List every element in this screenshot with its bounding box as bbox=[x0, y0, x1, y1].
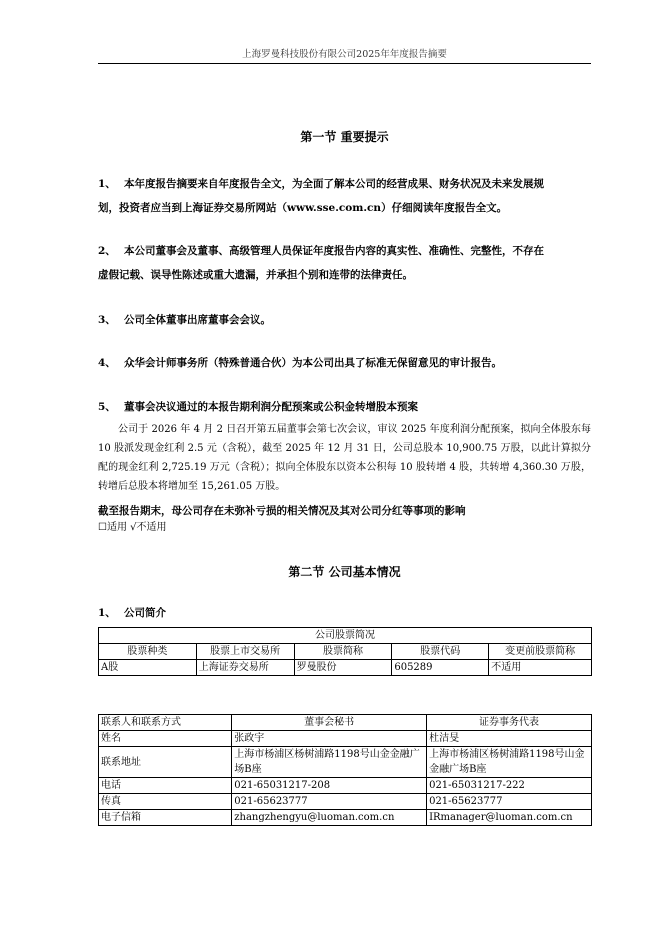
contact-label-cell: 传真 bbox=[99, 794, 232, 810]
company-intro-heading bbox=[98, 601, 591, 625]
notice-item-text: 本公司董事会及董事、高级管理人员保证年度报告内容的真实性、准确性、完整性，不存在 bbox=[124, 245, 544, 257]
notice-item-number: 3、 bbox=[98, 314, 116, 326]
notice-item-text: 公司全体董事出席董事会会议。 bbox=[124, 314, 271, 326]
heading-number: 1、 bbox=[98, 607, 116, 619]
contact-value-cell: 021-65031217-222 bbox=[427, 778, 592, 794]
contact-value-cell: 张政宇 bbox=[232, 731, 427, 747]
header-rule bbox=[98, 63, 591, 64]
notice-item-text: 划，投资者应当到上海证券交易所网站（www.sse.com.cn）仔细阅读年度报告全文。 bbox=[98, 202, 508, 214]
contact-value-cell: 021-65623777 bbox=[427, 794, 592, 810]
loss-options: ☐适用 √不适用 bbox=[98, 522, 167, 533]
notice-item-number: 5、 bbox=[98, 401, 116, 413]
contact-value-cell: IRmanager@luoman.com.cn bbox=[427, 810, 592, 826]
contact-value-cell: 上海市杨浦区杨树浦路1198号山金金融广场B座 bbox=[232, 747, 427, 778]
section2-title: 第二节 公司基本情况 bbox=[288, 565, 401, 579]
contact-value-cell: 杜洁旻 bbox=[427, 731, 592, 747]
stock-cell: A股 bbox=[99, 660, 197, 676]
notice-item-2 bbox=[98, 239, 591, 287]
contact-header-cell: 证券事务代表 bbox=[427, 715, 592, 731]
notice-item-4 bbox=[98, 351, 591, 375]
notice-item-number: 4、 bbox=[98, 357, 116, 369]
contact-label-cell: 电话 bbox=[99, 778, 232, 794]
contact-value-cell: 021-65031217-208 bbox=[232, 778, 427, 794]
stock-cell: 上海证券交易所 bbox=[196, 660, 294, 676]
notice-item-text: 董事会决议通过的本报告期利润分配预案或公积金转增股本预案 bbox=[124, 401, 418, 413]
notice-item-text: 虚假记载、误导性陈述或重大遗漏，并承担个别和连带的法律责任。 bbox=[98, 269, 413, 281]
running-header: 上海罗曼科技股份有限公司2025年年度报告摘要 bbox=[242, 49, 447, 60]
stock-cell: 罗曼股份 bbox=[294, 660, 392, 676]
stock-header-cell: 股票上市交易所 bbox=[196, 644, 294, 660]
contact-value-cell: zhangzhengyu@luoman.com.cn bbox=[232, 810, 427, 826]
section1-title: 第一节 重要提示 bbox=[300, 130, 389, 144]
stock-header-cell: 股票代码 bbox=[392, 644, 489, 660]
heading-text: 公司简介 bbox=[124, 607, 166, 619]
stock-cell: 不适用 bbox=[489, 660, 592, 676]
notice-item-text: 本年度报告摘要来自年度报告全文，为全面了解本公司的经营成果、财务状况及未来发展规 bbox=[124, 178, 544, 190]
contact-label-cell: 电子信箱 bbox=[99, 810, 232, 826]
loss-question: 截至报告期末，母公司存在未弥补亏损的相关情况及其对公司分红等事项的影响 bbox=[98, 505, 466, 517]
notice-item-number: 1、 bbox=[98, 178, 116, 190]
stock-table-caption: 公司股票简况 bbox=[99, 628, 592, 644]
contact-value-cell: 上海市杨浦区杨树浦路1198号山金金融广场B座 bbox=[427, 747, 592, 778]
notice-item-3 bbox=[98, 308, 591, 332]
notice-item-number: 2、 bbox=[98, 245, 116, 257]
profit-distribution-paragraph: 公司于 2026 年 4 月 2 日召开第五届董事会第七次会议，审议 2025 年度利润分配预案，拟向全体股东每 10 股派发现金红利 2.5 元（含税），截至 2025 年 12 月 31 日，公司总股本 10,900.75 万股，以此计算拟分配的现金红利 2,725.19 万元（含税）；拟向全体股东以资本公积每 10 股转增 4 股，共转增 4,360.30 万股，转增后总股本将增加至 15,261.05 万股。 bbox=[98, 424, 591, 492]
notice-item-text: 众华会计师事务所（特殊普通合伙）为本公司出具了标准无保留意见的审计报告。 bbox=[124, 357, 502, 369]
stock-cell: 605289 bbox=[392, 660, 489, 676]
contact-label-cell: 联系地址 bbox=[99, 747, 232, 778]
stock-header-cell: 股票简称 bbox=[294, 644, 392, 660]
stock-header-cell: 变更前股票简称 bbox=[489, 644, 592, 660]
contact-header-cell: 联系人和联系方式 bbox=[99, 715, 232, 731]
stock-header-cell: 股票种类 bbox=[99, 644, 197, 660]
contact-table bbox=[98, 714, 592, 826]
notice-item-1 bbox=[98, 172, 591, 220]
contact-value-cell: 021-65623777 bbox=[232, 794, 427, 810]
contact-header-cell: 董事会秘书 bbox=[232, 715, 427, 731]
notice-item-5 bbox=[98, 395, 591, 419]
contact-label-cell: 姓名 bbox=[99, 731, 232, 747]
stock-info-table bbox=[98, 627, 592, 676]
